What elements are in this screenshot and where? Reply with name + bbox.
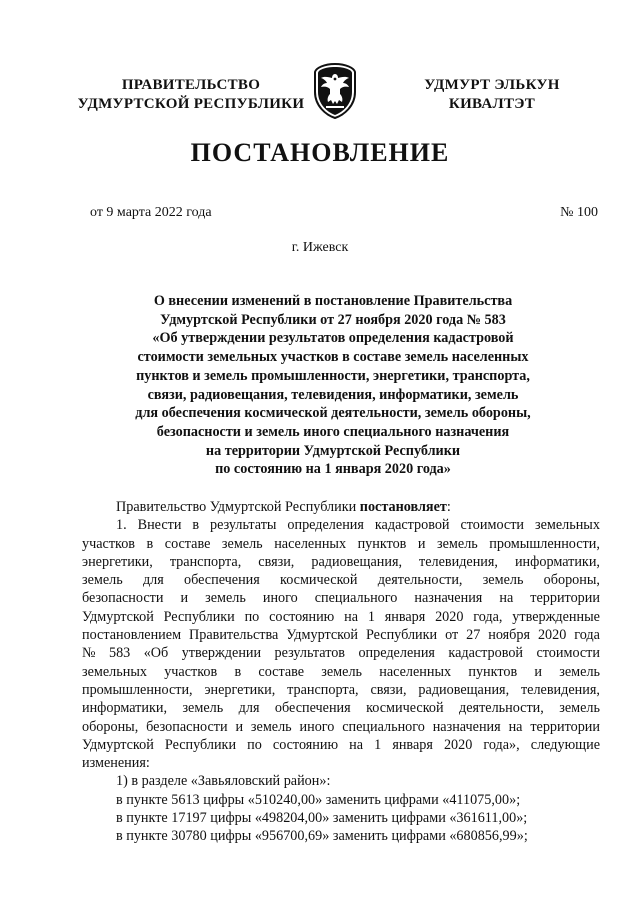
paragraph-line: 1. Внести в результаты определения кадастровой стоимости земельных <box>116 517 600 534</box>
subject-line: пунктов и земель промышленности, энергетики, транспорта, <box>136 367 530 384</box>
intro-prefix: Правительство Удмуртской Республики <box>116 499 360 515</box>
issuer-udmurt-line-1: УДМУРТ ЭЛЬКУН <box>424 77 560 93</box>
subject-line: Удмуртской Республики от 27 ноября 2020 года № 583 <box>160 311 506 328</box>
amendment-item: в пункте 5613 цифры «510240,00» заменить цифрами «411075,00»; <box>116 791 521 808</box>
paragraph-line: земельных участков в составе земель населенных пунктов и земель <box>82 663 600 680</box>
subject-line: на территории Удмуртской Республики <box>205 442 461 459</box>
issuer-udmurt <box>392 76 592 114</box>
issuer-russian <box>66 76 316 114</box>
subject-line: по состоянию на 1 января 2020 года» <box>215 461 451 478</box>
paragraph-line: земель для обеспечения космической деятельности, земель обороны, <box>82 572 600 589</box>
document-subject <box>100 292 566 479</box>
document-body <box>82 498 600 846</box>
intro-keyword: постановляет <box>359 499 447 515</box>
amendment-item: в пункте 30780 цифры «956700,69» заменить цифрами «680856,99»; <box>116 828 528 845</box>
paragraph-1 <box>82 516 600 772</box>
paragraph-line: № 583 «Об утверждении результатов определения кадастровой стоимости <box>82 645 600 662</box>
paragraph-line: промышленности, энергетики, транспорта, связи, радиовещания, телевидения, <box>82 681 600 698</box>
document-number: № 100 <box>560 205 598 220</box>
paragraph-line: обороны, безопасности и земель иного специального назначения на территории <box>82 718 600 735</box>
paragraph-line: Удмуртской Республики по состоянию на 1 января 2020 года», следующие <box>82 736 600 753</box>
subject-line: связи, радиовещания, телевидения, информатики, земель <box>147 386 519 403</box>
paragraph-line: изменения: <box>82 755 150 772</box>
issuer-russian-line-2: УДМУРТСКОЙ РЕСПУБЛИКИ <box>77 96 305 112</box>
intro-suffix: : <box>446 499 451 515</box>
subject-line: стоимости земельных участков в составе земель населенных <box>137 349 529 366</box>
document-title: ПОСТАНОВЛЕНИЕ <box>190 138 450 167</box>
subject-line: безопасности и земель иного специального назначения <box>156 423 510 440</box>
subject-line: О внесении изменений в постановление Правительства <box>153 293 513 309</box>
paragraph-line: Удмуртской Республики по состоянию на 1 января 2020 года, утвержденные <box>82 608 600 625</box>
document-city: г. Ижевск <box>291 240 349 255</box>
subject-line: «Об утверждении результатов определения кадастровой <box>152 330 514 347</box>
resolution-intro <box>82 498 600 516</box>
paragraph-line: информатики, земель для обеспечения космической деятельности, земель <box>82 700 600 717</box>
document-date: от 9 марта 2022 года <box>90 205 212 220</box>
amendment-item: в пункте 17197 цифры «498204,00» заменить цифрами «361611,00»; <box>116 810 528 827</box>
section-heading: 1) в разделе «Завьяловский район»: <box>116 773 331 790</box>
paragraph-line: участков в составе земель населенных пунктов и земель промышленности, <box>82 535 600 552</box>
issuer-russian-line-1: ПРАВИТЕЛЬСТВО <box>121 77 261 93</box>
issuer-udmurt-line-2: КИВАЛТЭТ <box>448 96 536 112</box>
paragraph-line: энергетики, транспорта, связи, радиовещания, телевидения, информатики, <box>82 553 600 570</box>
subject-line: для обеспечения космической деятельности, земель обороны, <box>135 405 531 422</box>
paragraph-line: безопасности и земель иного специального назначения на территории <box>82 590 600 607</box>
coat-of-arms-icon <box>312 62 358 120</box>
paragraph-line: постановлением Правительства Удмуртской Республики от 27 ноября 2020 года <box>82 627 600 644</box>
